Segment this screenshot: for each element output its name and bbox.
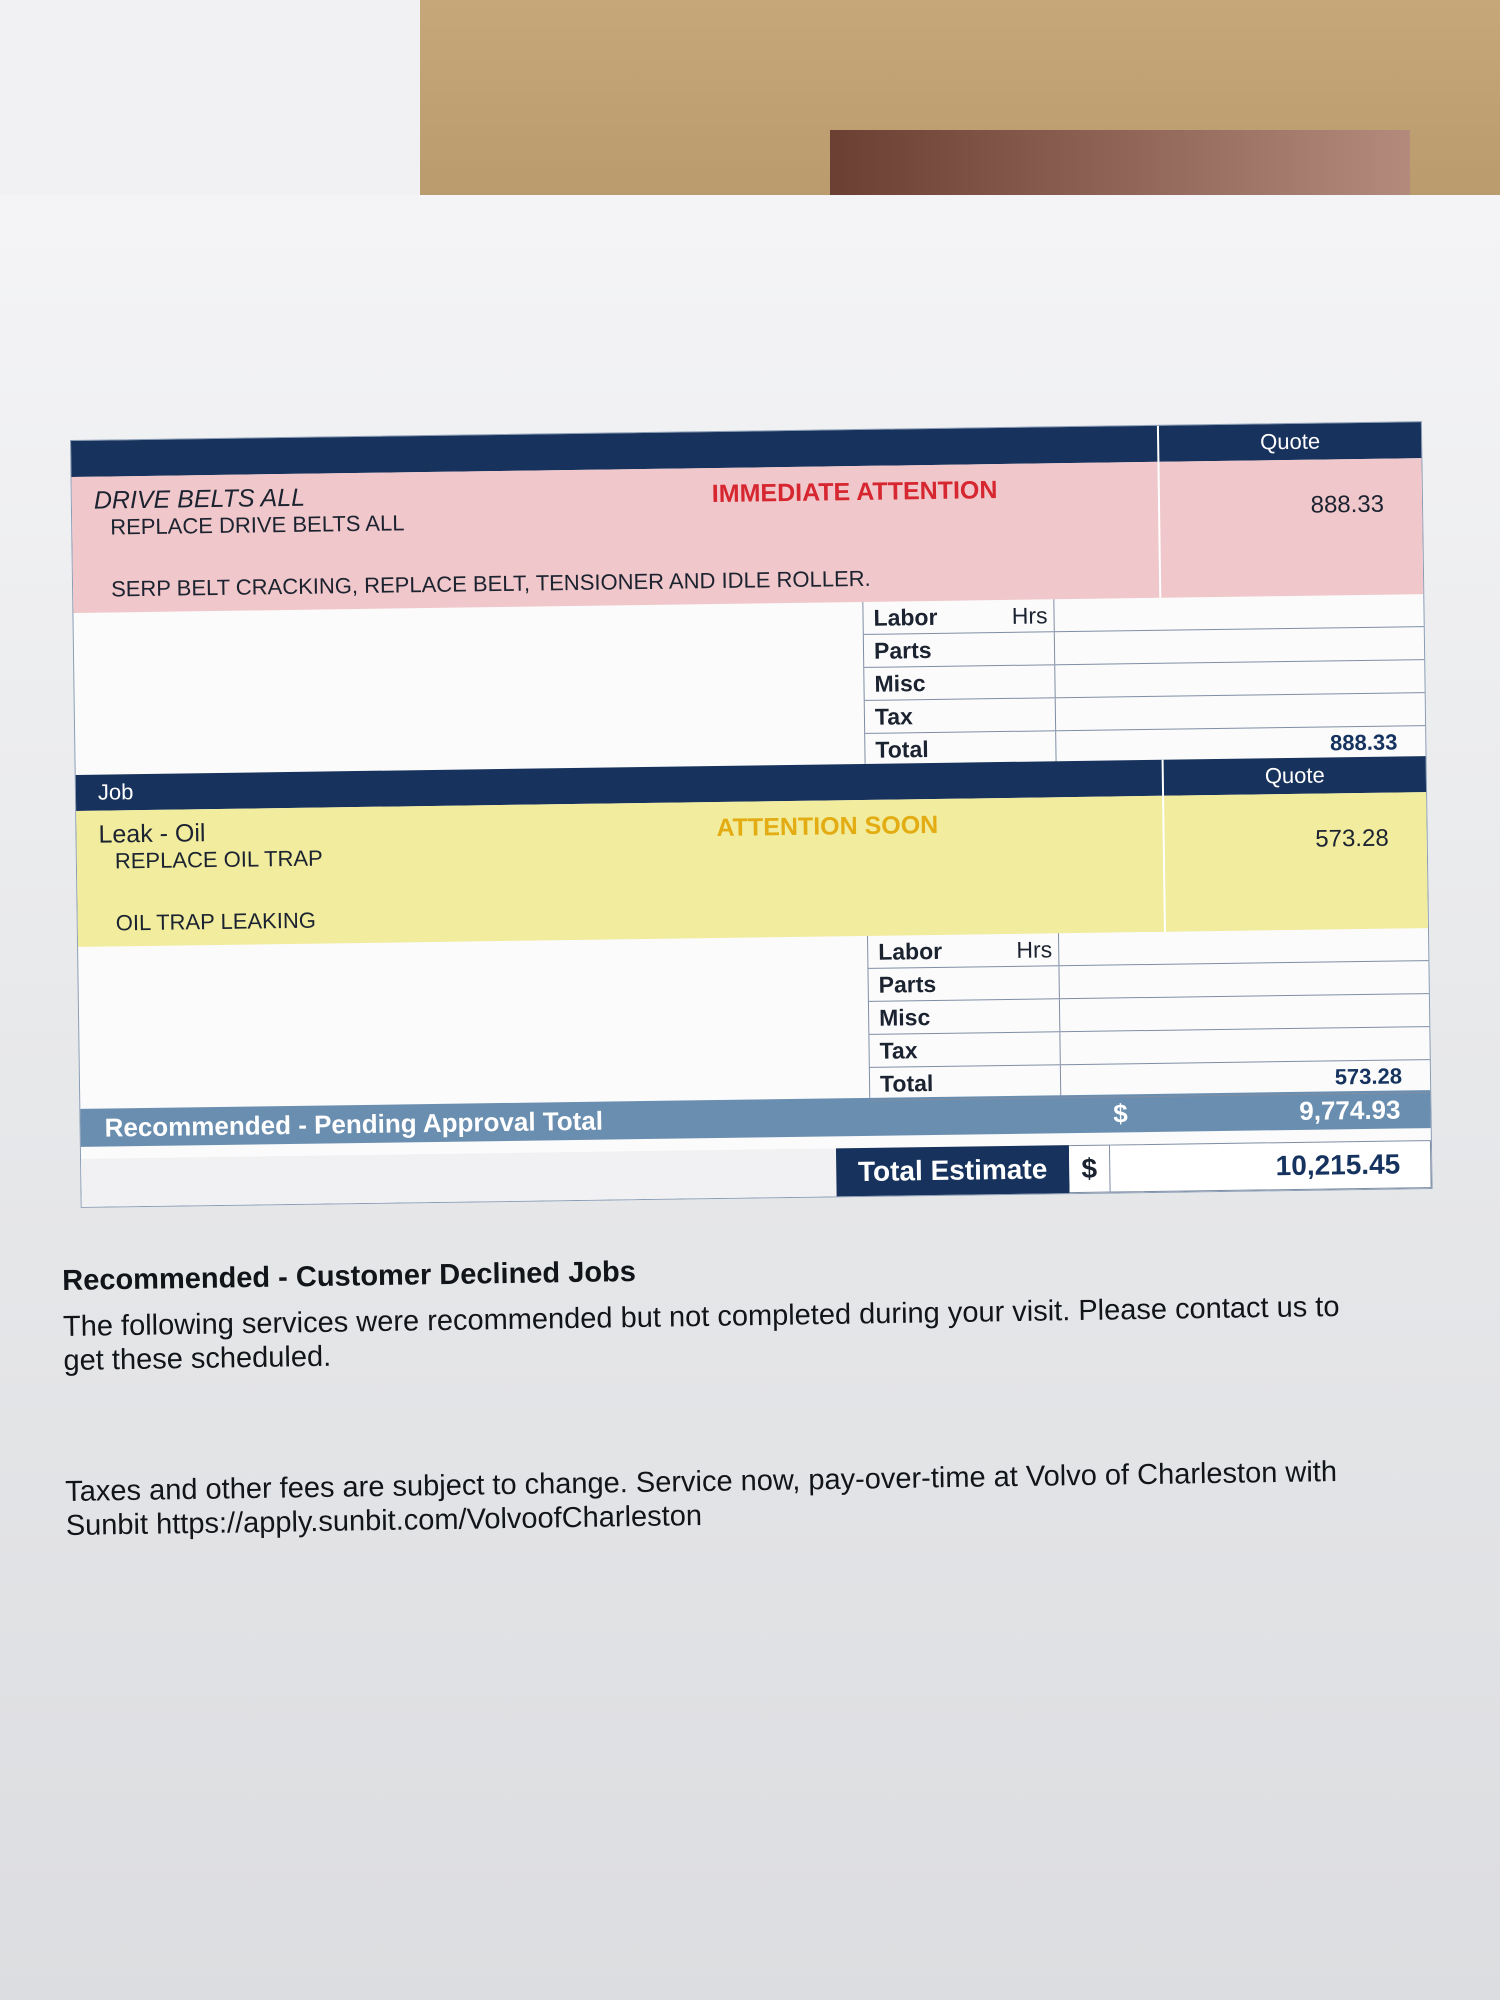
pending-currency: $ xyxy=(1113,1097,1128,1128)
total-label: Total xyxy=(875,736,929,763)
quote-value: 888.33 xyxy=(1310,490,1385,519)
misc-value xyxy=(1054,660,1424,697)
total-estimate-value: 10,215.45 xyxy=(1109,1140,1432,1192)
declined-jobs-section xyxy=(62,1244,1384,1378)
job-note: OIL TRAP LEAKING xyxy=(115,907,317,936)
quote-value: 573.28 xyxy=(1315,824,1389,853)
quote-cell xyxy=(1157,458,1423,598)
parts-value xyxy=(1058,961,1428,998)
job-title: Leak - Oil xyxy=(98,819,206,849)
job-description xyxy=(76,796,1164,947)
tax-value xyxy=(1055,693,1425,730)
tax-label: Tax xyxy=(879,1037,918,1064)
labor-value xyxy=(1058,928,1428,965)
tax-value xyxy=(1059,1027,1429,1064)
labor-label: Labor xyxy=(878,937,943,965)
job-oil-leak xyxy=(76,756,1431,1109)
quote-header-label: Quote xyxy=(1162,756,1426,796)
declined-body: The following services were recommended but not completed during your visit. Please contact us to get these scheduled. xyxy=(62,1290,1340,1377)
labor-value xyxy=(1053,594,1423,631)
quote-header-label: Quote xyxy=(1157,422,1421,462)
hrs-label: Hrs xyxy=(1011,602,1048,629)
job-subtitle: REPLACE DRIVE BELTS ALL xyxy=(110,510,405,540)
job-subtitle: REPLACE OIL TRAP xyxy=(114,845,323,874)
labor-label: Labor xyxy=(873,603,938,631)
breakdown-table xyxy=(867,928,1430,1098)
misc-label: Misc xyxy=(874,670,926,697)
misc-label: Misc xyxy=(878,1004,931,1031)
misc-value xyxy=(1059,994,1429,1031)
hrs-label: Hrs xyxy=(1016,936,1053,963)
declined-title: Recommended - Customer Declined Jobs xyxy=(62,1255,637,1297)
job-description xyxy=(72,462,1160,613)
total-value: 888.33 xyxy=(1055,726,1425,763)
total-label: Total xyxy=(879,1070,934,1097)
cost-breakdown xyxy=(73,594,1425,775)
parts-value xyxy=(1054,627,1424,664)
total-value: 573.28 xyxy=(1060,1060,1430,1097)
total-estimate-label: Total Estimate xyxy=(836,1145,1070,1196)
job-body xyxy=(76,792,1428,947)
job-drive-belts xyxy=(71,422,1426,775)
quote-cell xyxy=(1162,792,1428,932)
pending-value: 9,774.93 xyxy=(1299,1093,1401,1126)
parts-label: Parts xyxy=(878,970,937,998)
job-header-label: Job xyxy=(97,779,134,805)
breakdown-table xyxy=(862,594,1425,764)
job-title: DRIVE BELTS ALL xyxy=(93,483,306,515)
estimate-table xyxy=(70,421,1433,1208)
cost-breakdown xyxy=(78,928,1430,1109)
tax-label: Tax xyxy=(874,703,914,730)
job-body xyxy=(72,458,1424,613)
job-header-label xyxy=(71,444,1157,459)
pending-label: Recommended - Pending Approval Total xyxy=(104,1105,604,1143)
job-note: SERP BELT CRACKING, REPLACE BELT, TENSIONER AND IDLE ROLLER. xyxy=(110,565,871,602)
footer-note: Taxes and other fees are subject to change. Service now, pay-over-time at Volvo of Charleston with Sunbit https://apply.sunbit.com/VolvoofCharleston xyxy=(65,1456,1338,1542)
priority-badge: IMMEDIATE ATTENTION xyxy=(711,476,998,509)
total-estimate-currency: $ xyxy=(1069,1145,1110,1194)
parts-label: Parts xyxy=(873,636,932,664)
priority-badge: ATTENTION SOON xyxy=(716,810,939,843)
